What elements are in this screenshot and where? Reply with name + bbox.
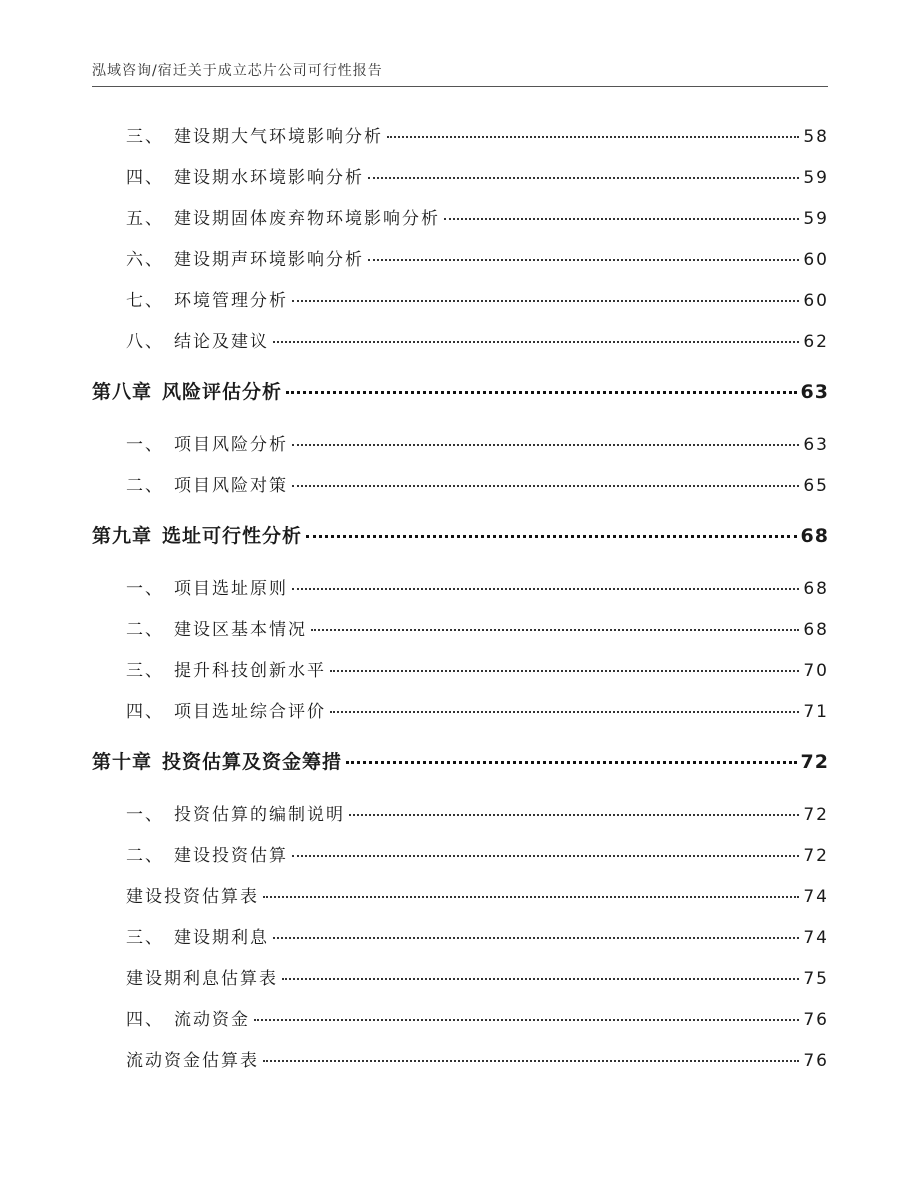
toc-entry-number: 三、 bbox=[126, 661, 164, 681]
toc-entry-title: 项目选址综合评价 bbox=[174, 702, 326, 722]
toc-page-number: 58 bbox=[803, 127, 829, 147]
toc-entry-label bbox=[92, 521, 304, 548]
toc-page-number: 59 bbox=[803, 168, 829, 188]
toc-section-entry[interactable] bbox=[92, 574, 829, 602]
toc-entry-number: 二、 bbox=[126, 846, 164, 866]
toc-entry-title: 项目选址原则 bbox=[174, 579, 288, 599]
dot-leader bbox=[349, 814, 799, 816]
toc-entry-number: 六、 bbox=[126, 250, 164, 270]
toc-entry-number: 四、 bbox=[126, 1010, 164, 1030]
toc-entry-number: 一、 bbox=[126, 435, 164, 455]
dot-leader bbox=[263, 896, 799, 898]
dot-leader bbox=[282, 978, 799, 980]
toc-entry-label bbox=[92, 122, 385, 147]
toc-entry-number: 一、 bbox=[126, 579, 164, 599]
toc-section-entry[interactable] bbox=[92, 286, 829, 314]
toc-entry-label bbox=[92, 697, 328, 722]
dot-leader bbox=[292, 444, 799, 446]
toc-entry-number: 四、 bbox=[126, 702, 164, 722]
toc-section-entry[interactable] bbox=[92, 163, 829, 191]
toc-entry-title: 投资估算及资金筹措 bbox=[162, 751, 343, 773]
dot-leader bbox=[273, 937, 799, 939]
toc-entry-number: 三、 bbox=[126, 928, 164, 948]
toc-entry-number: 二、 bbox=[126, 476, 164, 496]
toc-page-number: 68 bbox=[800, 525, 829, 547]
toc-entry-number: 第八章 bbox=[92, 381, 153, 403]
toc-entry-label bbox=[92, 615, 309, 640]
toc-section-entry[interactable] bbox=[92, 841, 829, 869]
toc-entry-label bbox=[92, 430, 290, 455]
dot-leader bbox=[387, 136, 799, 138]
toc-entry-title: 风险评估分析 bbox=[162, 381, 283, 403]
toc-entry-title: 提升科技创新水平 bbox=[174, 661, 326, 681]
toc-page-number: 72 bbox=[803, 846, 829, 866]
toc-entry-label bbox=[92, 327, 271, 352]
toc-page-number: 68 bbox=[803, 579, 829, 599]
toc-entry-title: 建设期声环境影响分析 bbox=[174, 250, 364, 270]
toc-page-number: 74 bbox=[803, 928, 829, 948]
dot-leader bbox=[444, 218, 799, 220]
toc-page-number: 72 bbox=[803, 805, 829, 825]
dot-leader bbox=[286, 391, 797, 394]
toc-entry-title: 建设期利息估算表 bbox=[126, 969, 278, 989]
toc-entry-title: 建设区基本情况 bbox=[174, 620, 307, 640]
toc-entry-title: 建设期利息 bbox=[174, 928, 269, 948]
toc-section-entry[interactable] bbox=[92, 430, 829, 458]
toc-entry-number: 四、 bbox=[126, 168, 164, 188]
toc-entry-title: 项目风险分析 bbox=[174, 435, 288, 455]
toc-entry-label bbox=[92, 964, 280, 989]
toc-page-number: 60 bbox=[803, 250, 829, 270]
toc-entry-label bbox=[92, 882, 261, 907]
toc-section-entry[interactable] bbox=[92, 923, 829, 951]
dot-leader bbox=[306, 535, 797, 538]
toc-entry-title: 建设期固体废弃物环境影响分析 bbox=[174, 209, 440, 229]
toc-page-number: 74 bbox=[803, 887, 829, 907]
toc-entry-title: 建设投资估算 bbox=[174, 846, 288, 866]
toc-chapter-entry[interactable] bbox=[92, 377, 829, 405]
toc-entry-number: 八、 bbox=[126, 332, 164, 352]
dot-leader bbox=[273, 341, 799, 343]
toc-entry-number: 第十章 bbox=[92, 751, 153, 773]
toc-section-entry[interactable] bbox=[92, 656, 829, 684]
header-rule bbox=[92, 86, 828, 87]
toc-page-number: 62 bbox=[803, 332, 829, 352]
toc-entry-number: 七、 bbox=[126, 291, 164, 311]
toc-entry-title: 选址可行性分析 bbox=[162, 525, 303, 547]
toc-section-entry[interactable] bbox=[92, 245, 829, 273]
toc-page-number: 76 bbox=[803, 1051, 829, 1071]
toc-entry-title: 结论及建议 bbox=[174, 332, 269, 352]
dot-leader bbox=[254, 1019, 799, 1021]
toc-entry-number: 二、 bbox=[126, 620, 164, 640]
toc-section-entry[interactable] bbox=[92, 1046, 829, 1074]
toc-entry-label bbox=[92, 204, 442, 229]
toc-entry-number: 第九章 bbox=[92, 525, 153, 547]
dot-leader bbox=[292, 588, 799, 590]
toc-entry-number: 一、 bbox=[126, 805, 164, 825]
toc-section-entry[interactable] bbox=[92, 471, 829, 499]
dot-leader bbox=[311, 629, 799, 631]
toc-entry-label bbox=[92, 656, 328, 681]
toc-section-entry[interactable] bbox=[92, 122, 829, 150]
toc-page-number: 63 bbox=[803, 435, 829, 455]
toc-entry-title: 环境管理分析 bbox=[174, 291, 288, 311]
toc-page-number: 65 bbox=[803, 476, 829, 496]
toc-page-number: 76 bbox=[803, 1010, 829, 1030]
toc-section-entry[interactable] bbox=[92, 964, 829, 992]
toc-entry-label bbox=[92, 574, 290, 599]
toc-section-entry[interactable] bbox=[92, 800, 829, 828]
toc-page-number: 75 bbox=[803, 969, 829, 989]
toc-entry-title: 建设期水环境影响分析 bbox=[174, 168, 364, 188]
running-header: 泓域咨询/宿迁关于成立芯片公司可行性报告 bbox=[92, 63, 383, 79]
toc-section-entry[interactable] bbox=[92, 204, 829, 232]
toc-entry-label bbox=[92, 163, 366, 188]
toc-entry-title: 流动资金 bbox=[174, 1010, 250, 1030]
toc-chapter-entry[interactable] bbox=[92, 521, 829, 549]
toc-page-number: 72 bbox=[800, 751, 829, 773]
toc-page-number: 60 bbox=[803, 291, 829, 311]
toc-section-entry[interactable] bbox=[92, 327, 829, 355]
dot-leader bbox=[368, 259, 799, 261]
toc-entry-number: 三、 bbox=[126, 127, 164, 147]
toc-page-number: 70 bbox=[803, 661, 829, 681]
toc-section-entry[interactable] bbox=[92, 697, 829, 725]
toc-entry-label bbox=[92, 747, 344, 774]
toc-entry-title: 建设投资估算表 bbox=[126, 887, 259, 907]
dot-leader bbox=[292, 855, 799, 857]
toc-entry-title: 项目风险对策 bbox=[174, 476, 288, 496]
toc-page-number: 59 bbox=[803, 209, 829, 229]
toc-entry-label bbox=[92, 377, 284, 404]
toc-page-number: 68 bbox=[803, 620, 829, 640]
toc-entry-label bbox=[92, 245, 366, 270]
dot-leader bbox=[292, 485, 799, 487]
toc-entry-label bbox=[92, 1046, 261, 1071]
dot-leader bbox=[368, 177, 799, 179]
toc-page-number: 71 bbox=[803, 702, 829, 722]
toc-entry-label bbox=[92, 923, 271, 948]
dot-leader bbox=[292, 300, 799, 302]
toc-entry-number: 五、 bbox=[126, 209, 164, 229]
toc-entry-title: 流动资金估算表 bbox=[126, 1051, 259, 1071]
dot-leader bbox=[330, 711, 799, 713]
toc-section-entry[interactable] bbox=[92, 882, 829, 910]
toc-entry-label bbox=[92, 841, 290, 866]
toc-entry-label bbox=[92, 286, 290, 311]
toc-entry-title: 投资估算的编制说明 bbox=[174, 805, 345, 825]
toc-page-number: 63 bbox=[800, 381, 829, 403]
dot-leader bbox=[263, 1060, 799, 1062]
dot-leader bbox=[330, 670, 799, 672]
toc-entry-label bbox=[92, 471, 290, 496]
toc-entry-label bbox=[92, 1005, 252, 1030]
toc-section-entry[interactable] bbox=[92, 615, 829, 643]
toc-entry-title: 建设期大气环境影响分析 bbox=[174, 127, 383, 147]
toc-section-entry[interactable] bbox=[92, 1005, 829, 1033]
toc-entry-label bbox=[92, 800, 347, 825]
dot-leader bbox=[346, 761, 797, 764]
toc-chapter-entry[interactable] bbox=[92, 747, 829, 775]
